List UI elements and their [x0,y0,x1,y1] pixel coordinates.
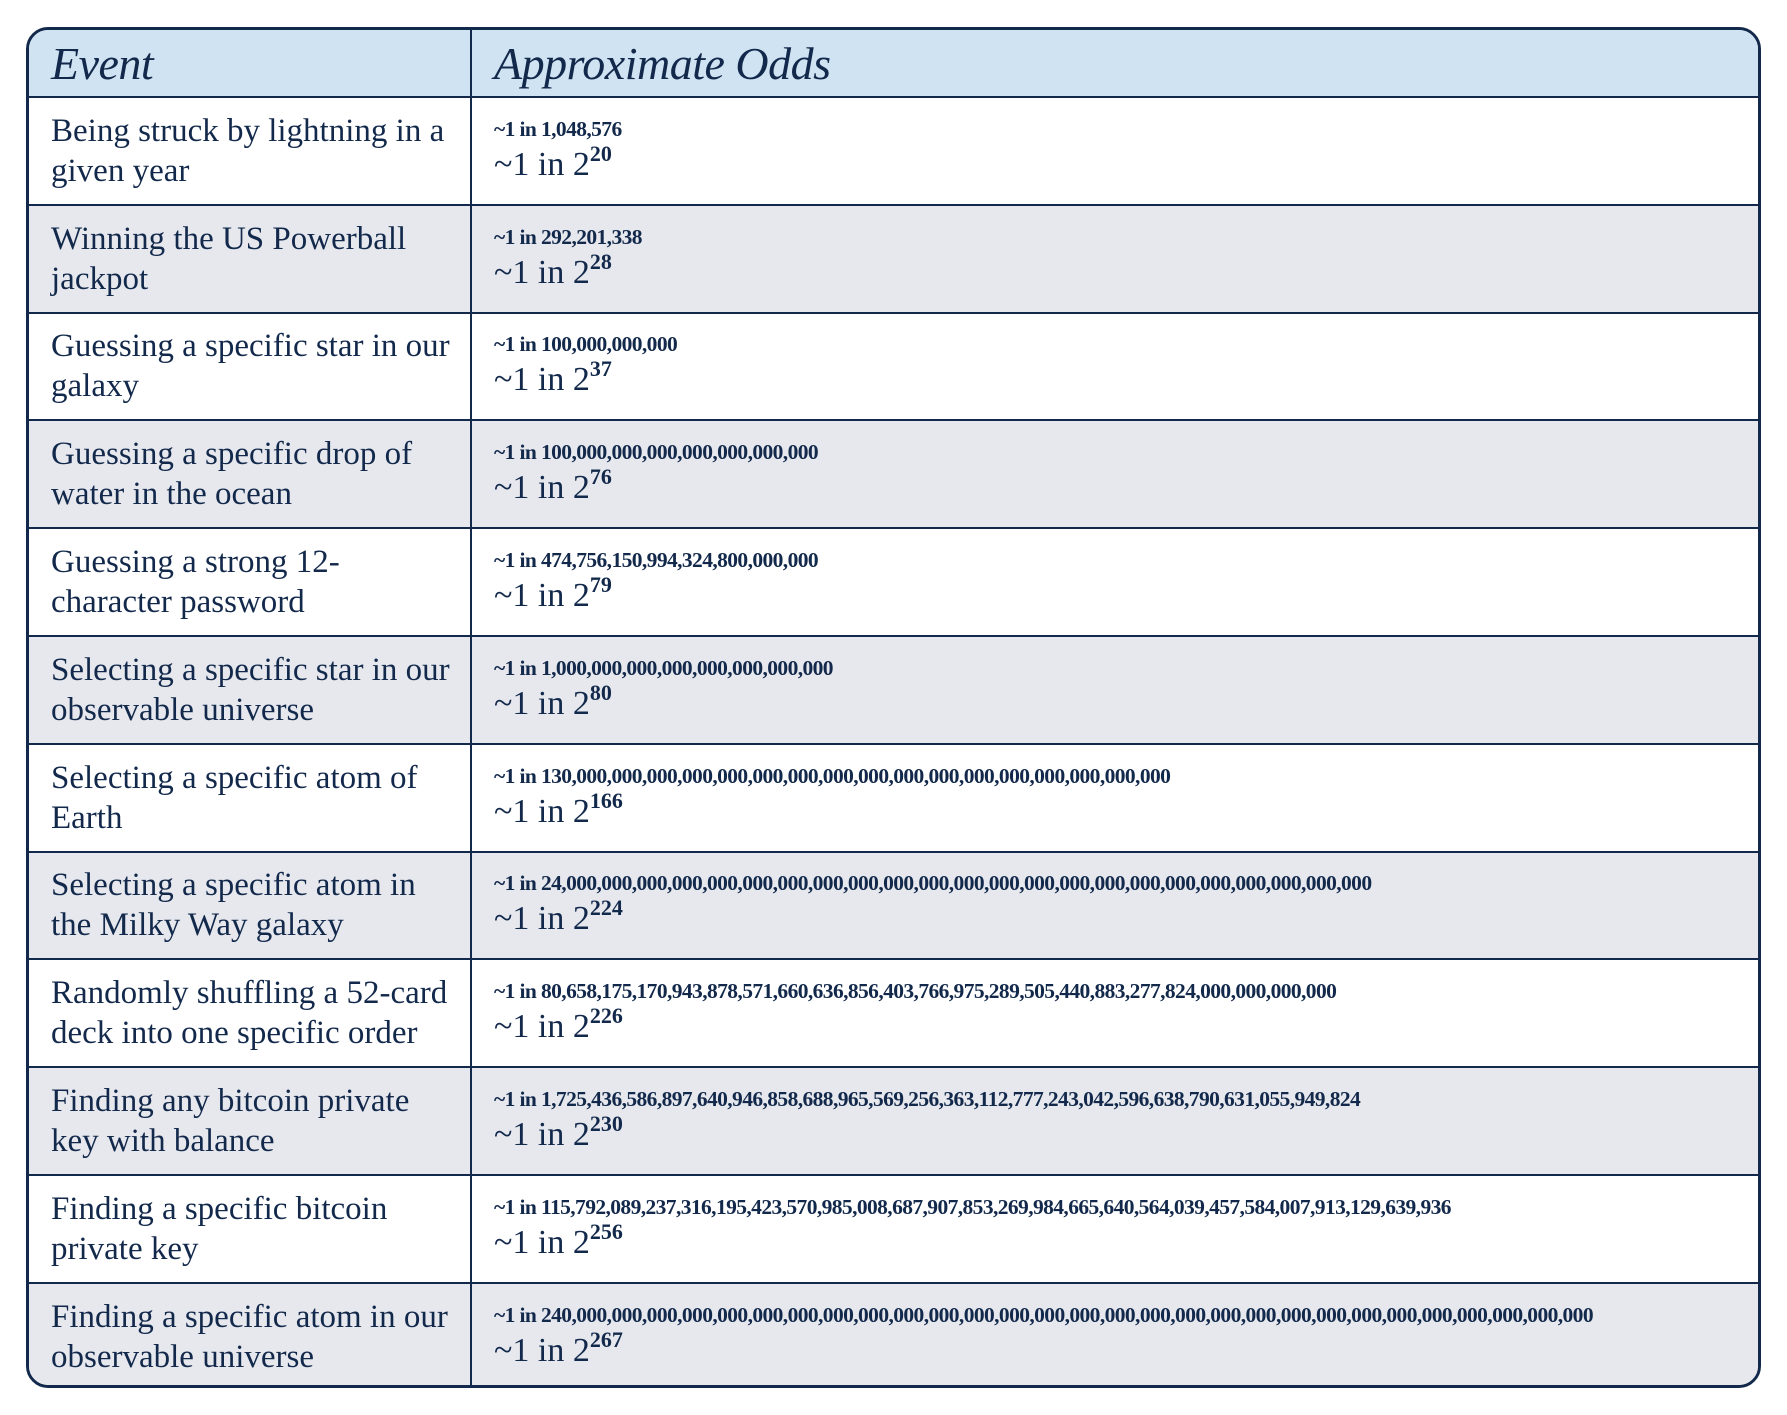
table-row [29,1283,1758,1388]
event-cell: Finding a specific atom in our observable universe [29,1283,471,1388]
odds-power-base: ~1 in 2 [494,145,590,183]
table-header-row [29,30,1758,97]
event-cell: Finding any bitcoin private key with balance [29,1067,471,1175]
odds-cell [471,313,1758,421]
odds-exponent: 28 [589,248,612,274]
event-cell: Guessing a strong 12-character password [29,528,471,636]
odds-power-base: ~1 in 2 [494,469,590,507]
odds-long-form: ~1 in 100,000,000,000 [494,332,678,357]
odds-cell [471,1283,1758,1388]
odds-exponent: 226 [589,1003,623,1029]
odds-exponent: 224 [589,895,623,921]
odds-power-base: ~1 in 2 [494,1008,590,1046]
odds-power-form [494,895,1758,940]
odds-power-form [494,787,1758,833]
odds-cell [471,420,1758,528]
odds-long-form: ~1 in 240,000,000,000,000,000,000,000,000,000,000,000,000,000,000,000,000,000,000,000,000,000,000,000,000,000,000,000,000,000 [494,1303,1593,1328]
odds-power-base: ~1 in 2 [494,792,590,830]
table-row [29,97,1758,205]
event-cell: Finding a specific bitcoin private key [29,1175,471,1283]
odds-long-form: ~1 in 115,792,089,237,316,195,423,570,985,008,687,907,853,269,984,665,640,564,039,457,584,007,913,129,639,936 [494,1194,1451,1219]
event-cell: Guessing a specific star in our galaxy [29,313,471,421]
table-row [29,313,1758,421]
odds-power-base: ~1 in 2 [494,900,590,938]
odds-exponent: 230 [589,1111,623,1137]
odds-cell [471,744,1758,852]
table-row [29,205,1758,313]
odds-long-form: ~1 in 130,000,000,000,000,000,000,000,000,000,000,000,000,000,000,000,000,000 [494,763,1171,788]
odds-long-form: ~1 in 292,201,338 [494,224,642,249]
odds-long-form: ~1 in 100,000,000,000,000,000,000,000 [494,440,819,465]
odds-power-form [494,1111,1758,1156]
table-row [29,1067,1758,1175]
odds-exponent: 267 [589,1327,623,1353]
odds-long-form: ~1 in 1,000,000,000,000,000,000,000,000 [494,655,833,680]
odds-long-form: ~1 in 24,000,000,000,000,000,000,000,000,000,000,000,000,000,000,000,000,000,000,000,000,000,000,000 [494,871,1372,896]
odds-power-form [494,679,1758,725]
odds-power-form [494,1218,1758,1264]
odds-cell [471,852,1758,960]
odds-power-form [494,464,1758,509]
odds-power-form [494,1003,1758,1048]
odds-cell [471,1175,1758,1283]
odds-long-form: ~1 in 1,048,576 [494,116,622,141]
event-cell: Selecting a specific atom of Earth [29,744,471,852]
odds-power-form [494,140,1758,186]
odds-cell [471,636,1758,744]
column-header-odds: Approximate Odds [471,30,1758,97]
odds-exponent: 256 [589,1218,623,1244]
table-row [29,420,1758,528]
odds-cell [471,97,1758,205]
odds-power-base: ~1 in 2 [494,253,590,291]
odds-table [29,30,1758,1388]
odds-exponent: 79 [589,572,612,598]
table-row [29,1175,1758,1283]
odds-long-form: ~1 in 1,725,436,586,897,640,946,858,688,965,569,256,363,112,777,243,042,596,638,790,631,055,949,824 [494,1087,1361,1112]
odds-power-base: ~1 in 2 [494,1116,590,1154]
odds-long-form: ~1 in 474,756,150,994,324,800,000,000 [494,548,819,573]
odds-table-container [26,27,1761,1388]
event-cell: Randomly shuffling a 52-card deck into one specific order [29,959,471,1067]
odds-long-form: ~1 in 80,658,175,170,943,878,571,660,636,856,403,766,975,289,505,440,883,277,824,000,000,000,000 [494,979,1337,1004]
event-cell: Winning the US Powerball jackpot [29,205,471,313]
odds-power-form [494,248,1758,294]
odds-cell [471,528,1758,636]
event-cell: Guessing a specific drop of water in the ocean [29,420,471,528]
table-row [29,852,1758,960]
odds-exponent: 76 [589,464,612,490]
table-row [29,528,1758,636]
odds-power-base: ~1 in 2 [494,684,590,722]
odds-power-base: ~1 in 2 [494,1223,590,1261]
table-row [29,744,1758,852]
odds-cell [471,959,1758,1067]
odds-exponent: 166 [589,787,623,813]
odds-power-base: ~1 in 2 [494,1332,590,1370]
odds-power-form [494,356,1758,401]
odds-power-form [494,572,1758,617]
odds-exponent: 80 [589,679,612,705]
odds-power-form [494,1327,1758,1372]
event-cell: Being struck by lightning in a given year [29,97,471,205]
odds-power-base: ~1 in 2 [494,577,590,615]
event-cell: Selecting a specific atom in the Milky Way galaxy [29,852,471,960]
column-header-event: Event [29,30,471,97]
odds-cell [471,205,1758,313]
odds-exponent: 20 [589,140,612,166]
event-cell: Selecting a specific star in our observable universe [29,636,471,744]
table-row [29,959,1758,1067]
odds-power-base: ~1 in 2 [494,361,590,399]
odds-exponent: 37 [589,356,612,382]
odds-cell [471,1067,1758,1175]
table-row [29,636,1758,744]
